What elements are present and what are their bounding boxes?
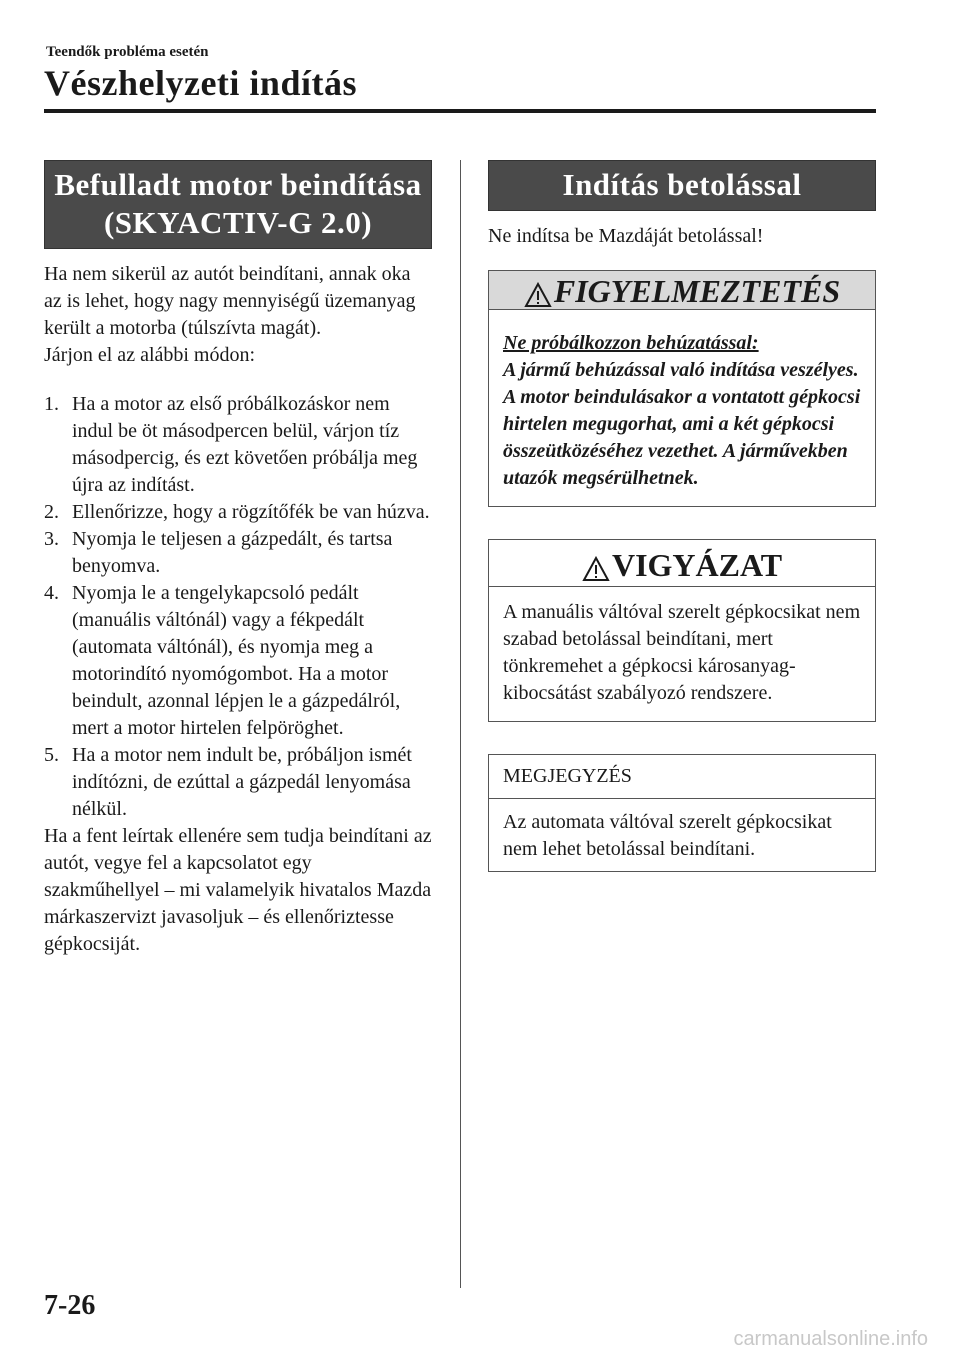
step-number: 5. xyxy=(44,744,59,766)
warning-text: A jármű behúzással való indítása veszélyes. A motor beindulásakor a vontatott gépkocsi hirtelen megugorhat, ami a két gépkocsi összeütközéséhez vezethet. A járművekben utazók megsérülhetnek. xyxy=(503,359,861,489)
list-item xyxy=(44,742,432,823)
column-divider xyxy=(460,160,461,1288)
banner-line-2: (SKYACTIV-G 2.0) xyxy=(103,205,373,240)
step-text: Ha a motor nem indult be, próbáljon ismét indítózni, de ezúttal a gázpedál lenyomása nélkül. xyxy=(72,744,412,820)
step-number: 4. xyxy=(44,582,59,604)
caution-title: VIGYÁZAT xyxy=(611,547,783,583)
caution-box xyxy=(488,539,876,722)
warning-box xyxy=(488,270,876,507)
step-text: Ha a motor az első próbálkozáskor nem indul be öt másodpercen belül, várjon tíz másodpercig, és ezt követően próbálja meg újra az indítást. xyxy=(72,393,418,496)
page-title: Vészhelyzeti indítás xyxy=(44,63,357,103)
steps-list xyxy=(44,391,432,823)
list-item xyxy=(44,580,432,742)
step-number: 3. xyxy=(44,528,59,550)
banner-line-1: Befulladt motor beindítása xyxy=(54,167,422,202)
caution-body: A manuális váltóval szerelt gépkocsikat nem szabad betolással beindítani, mert tönkremehet a gépkocsi károsanyag-kibocsátást szabályozó rendszere. xyxy=(503,601,861,704)
step-number: 1. xyxy=(44,393,59,415)
note-body: Az automata váltóval szerelt gépkocsikat nem lehet betolással beindítani. xyxy=(503,811,832,860)
lead-paragraph: Járjon el az alábbi módon: xyxy=(44,344,256,366)
left-column xyxy=(44,160,432,958)
note-header: MEGJEGYZÉS xyxy=(489,755,875,799)
warning-lead: Ne próbálkozzon behúzatással: xyxy=(503,332,759,354)
intro-paragraph: Ha nem sikerül az autót beindítani, annak oka az is lehet, hogy nagy mennyiségű üzemanyag került a motorba (túlszívta magát). xyxy=(44,263,416,339)
step-text: Nyomja le teljesen a gázpedált, és tartsa benyomva. xyxy=(72,528,393,577)
list-item xyxy=(44,391,432,499)
header-divider xyxy=(44,109,876,113)
push-start-intro: Ne indítsa be Mazdáját betolással! xyxy=(488,225,764,247)
closing-paragraph: Ha a fent leírtak ellenére sem tudja beindítani az autót, vegye fel a kapcsolatot egy szakműhellyel – mi valamelyik hivatalos Mazda márkaszervizt javasoljuk – és ellenőriztesse gépkocsiját. xyxy=(44,825,432,955)
list-item xyxy=(44,526,432,580)
step-text: Ellenőrizze, hogy a rögzítőfék be van húzva. xyxy=(72,501,430,523)
section-banner-flooded-engine xyxy=(44,160,432,249)
warning-title: FIGYELMEZTETÉS xyxy=(553,273,841,309)
warning-body xyxy=(489,310,875,506)
site-watermark: carmanualsonline.info xyxy=(733,1328,928,1350)
section-label: Teendők probléma esetén xyxy=(46,44,209,60)
list-item xyxy=(44,499,432,526)
note-box xyxy=(488,754,876,872)
page-number: 7-26 xyxy=(44,1290,96,1321)
step-number: 2. xyxy=(44,501,59,523)
step-text: Nyomja le a tengelykapcsoló pedált (manuális váltónál) vagy a fékpedált (automata váltónál), és nyomja meg a motorindító nyomógombot. Ha a motor beindult, azonnal lépjen le a gázpedálról, mert a motor hirtelen felpöröghet. xyxy=(72,582,401,739)
right-column xyxy=(488,160,876,872)
warning-header xyxy=(489,271,875,310)
caution-triangle-icon xyxy=(582,556,610,582)
caution-header xyxy=(489,540,875,587)
warning-triangle-icon xyxy=(524,282,552,308)
section-banner-push-start: Indítás betolással xyxy=(488,160,876,211)
